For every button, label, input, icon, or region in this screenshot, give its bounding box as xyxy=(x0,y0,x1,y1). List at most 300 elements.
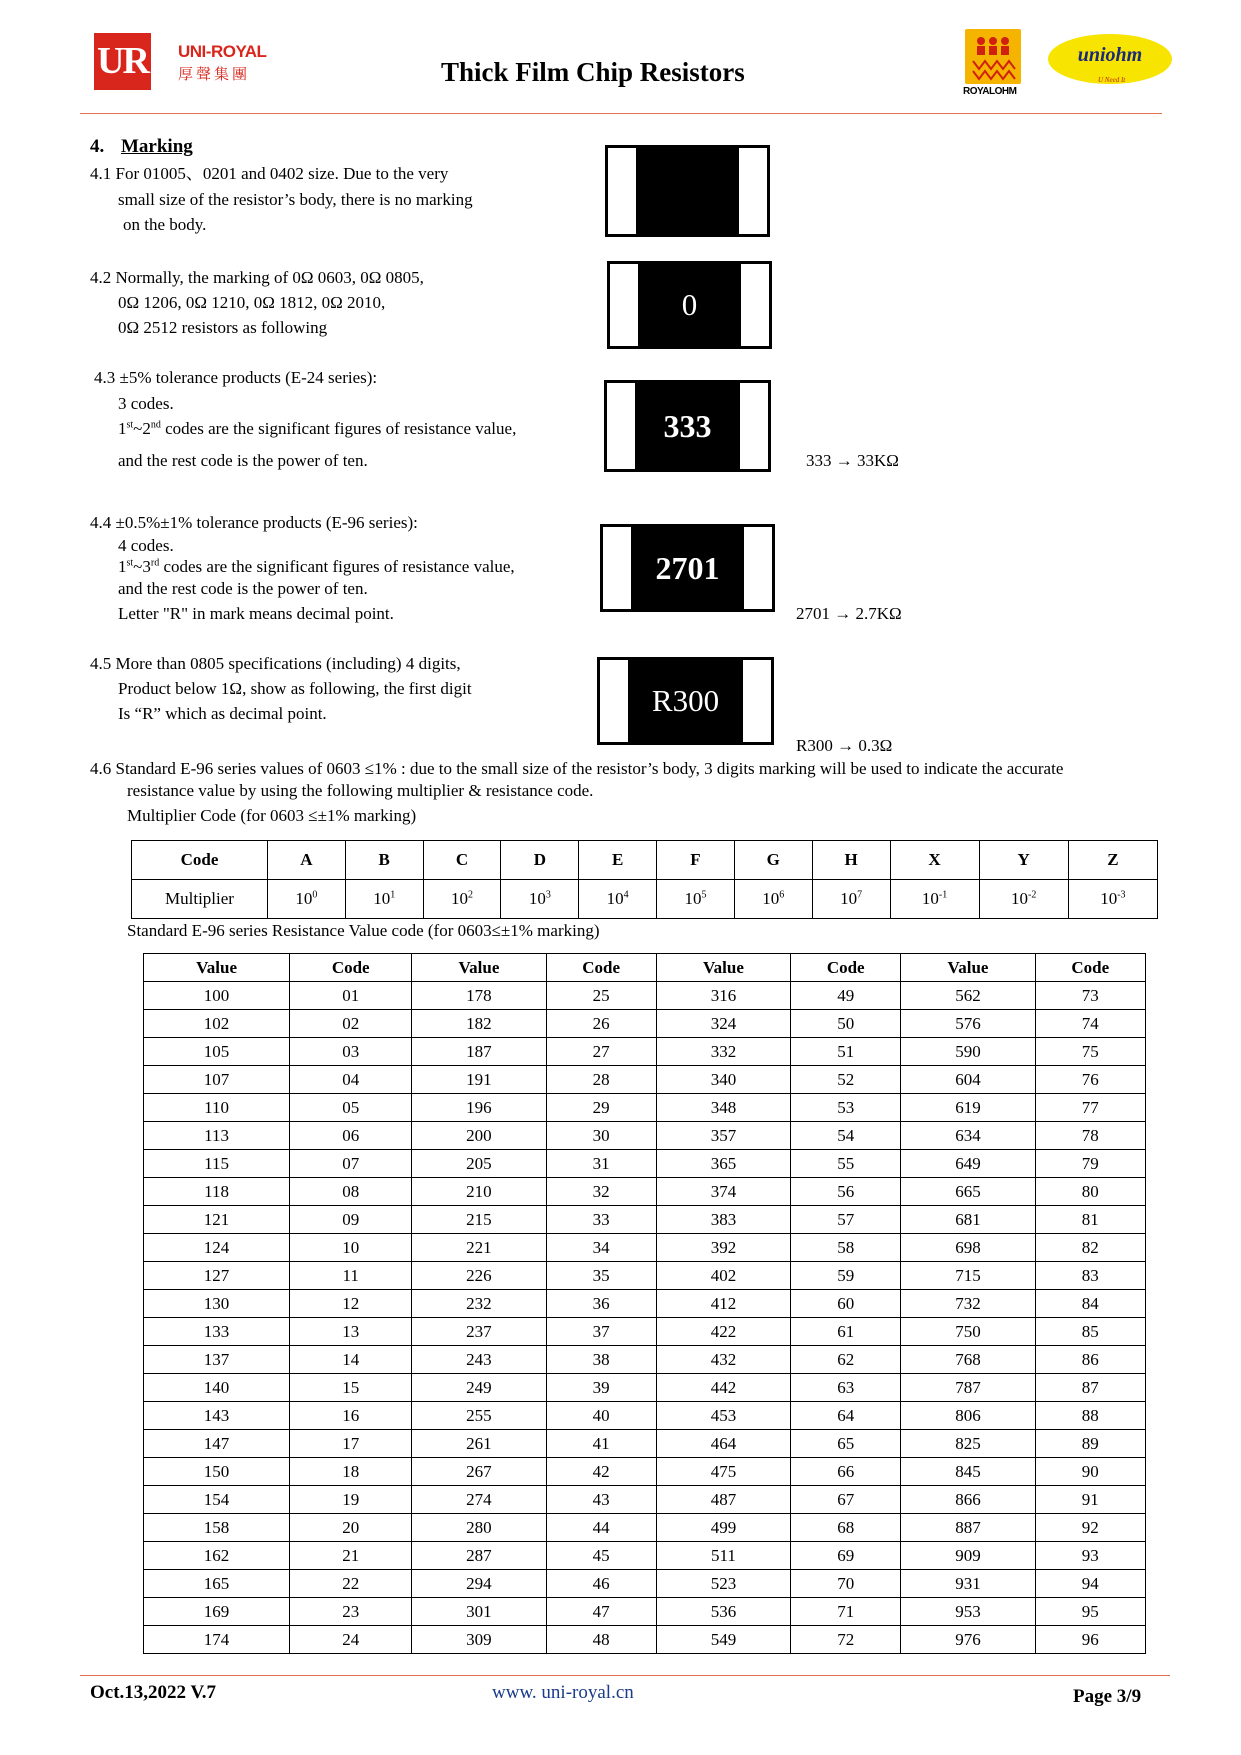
p43-line1: 4.3 ±5% tolerance products (E-24 series): xyxy=(94,368,378,387)
example-2701: 2701 → 2.7KΩ xyxy=(796,604,902,623)
footer-website-link[interactable]: www. uni-royal.cn xyxy=(492,1682,634,1703)
code-cell: 10 xyxy=(290,1234,412,1262)
value-cell: 140 xyxy=(144,1374,290,1402)
table-row xyxy=(144,1318,1146,1346)
p46-line1: 4.6 Standard E-96 series values of 0603 ≤1% : due to the small size of the resistor’s body, 3 digits marking will be used to indicate the accurate xyxy=(90,759,1064,778)
value-cell: 309 xyxy=(412,1626,546,1654)
code-cell: 25 xyxy=(546,982,656,1010)
code-cell: 84 xyxy=(1035,1290,1145,1318)
footer-rule xyxy=(80,1675,1170,1676)
table-row xyxy=(144,1038,1146,1066)
value-cell: 301 xyxy=(412,1598,546,1626)
uniohm-tagline: U Need It xyxy=(1098,76,1126,84)
code-cell: 23 xyxy=(290,1598,412,1626)
p44-line5: Letter "R" in mark means decimal point. xyxy=(118,604,394,623)
value-cell: 825 xyxy=(901,1430,1035,1458)
value-cell: 511 xyxy=(656,1542,790,1570)
value-cell: 105 xyxy=(144,1038,290,1066)
multiplier-cell: $10^{-2}$ xyxy=(979,880,1068,919)
p42-line2: 0Ω 1206, 0Ω 1210, 0Ω 1812, 0Ω 2010, xyxy=(118,293,386,312)
code-cell: 94 xyxy=(1035,1570,1145,1598)
table-row xyxy=(144,1206,1146,1234)
value-cell: 115 xyxy=(144,1150,290,1178)
code-cell: 72 xyxy=(791,1626,901,1654)
value-cell: 124 xyxy=(144,1234,290,1262)
multiplier-value-row xyxy=(132,880,1158,919)
p42-line3: 0Ω 2512 resistors as following xyxy=(118,318,328,337)
value-cell: 768 xyxy=(901,1346,1035,1374)
code-cell: 73 xyxy=(1035,982,1145,1010)
value-cell: 392 xyxy=(656,1234,790,1262)
code-cell: H xyxy=(812,841,890,880)
multiplier-cell: $10^{-1}$ xyxy=(890,880,979,919)
value-cell: 294 xyxy=(412,1570,546,1598)
value-cell: 196 xyxy=(412,1094,546,1122)
value-cell: 909 xyxy=(901,1542,1035,1570)
table-row xyxy=(144,1542,1146,1570)
code-cell: Z xyxy=(1068,841,1157,880)
multiplier-cell: $10^2$ xyxy=(423,880,501,919)
value-table-caption: Standard E-96 series Resistance Value code (for 0603≤±1% marking) xyxy=(127,921,600,940)
example-r300: R300 → 0.3Ω xyxy=(796,736,893,755)
value-cell: 374 xyxy=(656,1178,790,1206)
code-cell: 28 xyxy=(546,1066,656,1094)
code-cell: 05 xyxy=(290,1094,412,1122)
value-cell: 143 xyxy=(144,1402,290,1430)
value-cell: 464 xyxy=(656,1430,790,1458)
p46-line3: Multiplier Code (for 0603 ≤±1% marking) xyxy=(127,806,417,825)
value-column-header: Value xyxy=(144,954,290,982)
value-cell: 165 xyxy=(144,1570,290,1598)
table-row xyxy=(144,1122,1146,1150)
multiplier-cell: $10^1$ xyxy=(345,880,423,919)
code-column-header: Code xyxy=(546,954,656,982)
value-cell: 182 xyxy=(412,1010,546,1038)
value-cell: 866 xyxy=(901,1486,1035,1514)
value-cell: 348 xyxy=(656,1094,790,1122)
value-column-header: Value xyxy=(901,954,1035,982)
code-cell: 46 xyxy=(546,1570,656,1598)
code-cell: 52 xyxy=(791,1066,901,1094)
value-cell: 487 xyxy=(656,1486,790,1514)
value-cell: 178 xyxy=(412,982,546,1010)
code-cell: 15 xyxy=(290,1374,412,1402)
code-cell: 19 xyxy=(290,1486,412,1514)
value-column-header: Value xyxy=(412,954,546,982)
code-cell: 26 xyxy=(546,1010,656,1038)
value-cell: 274 xyxy=(412,1486,546,1514)
ur-logo: UR xyxy=(94,33,151,90)
multiplier-header: Multiplier xyxy=(132,880,268,919)
code-cell: 12 xyxy=(290,1290,412,1318)
value-cell: 249 xyxy=(412,1374,546,1402)
value-cell: 732 xyxy=(901,1290,1035,1318)
p45-line2: Product below 1Ω, show as following, the first digit xyxy=(118,679,472,698)
value-cell: 221 xyxy=(412,1234,546,1262)
code-cell: 48 xyxy=(546,1626,656,1654)
code-cell: 92 xyxy=(1035,1514,1145,1542)
p46-line2: resistance value by using the following multiplier & resistance code. xyxy=(127,781,594,800)
value-cell: 162 xyxy=(144,1542,290,1570)
royalohm-wordmark: ROYALOHM xyxy=(963,86,1017,97)
code-cell: 22 xyxy=(290,1570,412,1598)
multiplier-cell: $10^5$ xyxy=(657,880,735,919)
code-cell: 56 xyxy=(791,1178,901,1206)
value-cell: 619 xyxy=(901,1094,1035,1122)
code-cell: 76 xyxy=(1035,1066,1145,1094)
code-cell: 18 xyxy=(290,1458,412,1486)
value-cell: 576 xyxy=(901,1010,1035,1038)
value-cell: 412 xyxy=(656,1290,790,1318)
value-cell: 715 xyxy=(901,1262,1035,1290)
code-cell: 31 xyxy=(546,1150,656,1178)
code-cell: 62 xyxy=(791,1346,901,1374)
value-cell: 210 xyxy=(412,1178,546,1206)
value-cell: 649 xyxy=(901,1150,1035,1178)
code-cell: C xyxy=(423,841,501,880)
value-cell: 562 xyxy=(901,982,1035,1010)
code-cell: 45 xyxy=(546,1542,656,1570)
table-row xyxy=(144,982,1146,1010)
value-cell: 130 xyxy=(144,1290,290,1318)
p41-line3: on the body. xyxy=(123,215,207,234)
code-cell: 24 xyxy=(290,1626,412,1654)
p41-line2: small size of the resistor’s body, there is no marking xyxy=(118,190,473,209)
code-cell: 40 xyxy=(546,1402,656,1430)
value-cell: 110 xyxy=(144,1094,290,1122)
value-cell: 118 xyxy=(144,1178,290,1206)
code-cell: 54 xyxy=(791,1122,901,1150)
value-table-header-row xyxy=(144,954,1146,982)
table-row xyxy=(144,1290,1146,1318)
value-cell: 357 xyxy=(656,1122,790,1150)
chip-mark-r300: R300 xyxy=(628,660,743,742)
value-cell: 154 xyxy=(144,1486,290,1514)
value-cell: 750 xyxy=(901,1318,1035,1346)
code-cell: 34 xyxy=(546,1234,656,1262)
value-cell: 102 xyxy=(144,1010,290,1038)
code-cell: 85 xyxy=(1035,1318,1145,1346)
multiplier-cell: $10^0$ xyxy=(268,880,346,919)
value-cell: 383 xyxy=(656,1206,790,1234)
multiplier-code-row xyxy=(132,841,1158,880)
chip-333 xyxy=(604,380,771,472)
code-cell: 33 xyxy=(546,1206,656,1234)
value-cell: 499 xyxy=(656,1514,790,1542)
chip-zero-ohm xyxy=(607,261,772,349)
value-cell: 536 xyxy=(656,1598,790,1626)
value-cell: 453 xyxy=(656,1402,790,1430)
p44-line3: 1st~3rd codes are the significant figures of resistance value, xyxy=(118,557,515,576)
value-cell: 187 xyxy=(412,1038,546,1066)
code-cell: 57 xyxy=(791,1206,901,1234)
code-cell: 49 xyxy=(791,982,901,1010)
value-cell: 422 xyxy=(656,1318,790,1346)
table-row xyxy=(144,1066,1146,1094)
code-cell: 44 xyxy=(546,1514,656,1542)
code-cell: 71 xyxy=(791,1598,901,1626)
code-cell: 87 xyxy=(1035,1374,1145,1402)
p42-line1: 4.2 Normally, the marking of 0Ω 0603, 0Ω 0805, xyxy=(90,268,424,287)
value-cell: 681 xyxy=(901,1206,1035,1234)
code-cell: 07 xyxy=(290,1150,412,1178)
value-cell: 280 xyxy=(412,1514,546,1542)
value-cell: 442 xyxy=(656,1374,790,1402)
value-cell: 226 xyxy=(412,1262,546,1290)
code-cell: 38 xyxy=(546,1346,656,1374)
p41-line1: 4.1 For 01005、0201 and 0402 size. Due to the very xyxy=(90,164,449,183)
value-cell: 432 xyxy=(656,1346,790,1374)
code-cell: 58 xyxy=(791,1234,901,1262)
code-cell: 64 xyxy=(791,1402,901,1430)
multiplier-cell: $10^3$ xyxy=(501,880,579,919)
code-cell: 37 xyxy=(546,1318,656,1346)
footer-date: Oct.13,2022 V.7 xyxy=(90,1682,216,1703)
table-row xyxy=(144,1346,1146,1374)
value-cell: 953 xyxy=(901,1598,1035,1626)
code-cell: 42 xyxy=(546,1458,656,1486)
value-cell: 232 xyxy=(412,1290,546,1318)
value-cell: 261 xyxy=(412,1430,546,1458)
multiplier-cell: $10^4$ xyxy=(579,880,657,919)
table-row xyxy=(144,1570,1146,1598)
code-cell: 81 xyxy=(1035,1206,1145,1234)
table-row xyxy=(144,1402,1146,1430)
table-row xyxy=(144,1598,1146,1626)
value-cell: 137 xyxy=(144,1346,290,1374)
code-cell: 66 xyxy=(791,1458,901,1486)
code-cell: 79 xyxy=(1035,1150,1145,1178)
code-cell: X xyxy=(890,841,979,880)
code-cell: 83 xyxy=(1035,1262,1145,1290)
code-cell: 55 xyxy=(791,1150,901,1178)
table-row xyxy=(144,1514,1146,1542)
code-cell: 77 xyxy=(1035,1094,1145,1122)
multiplier-table xyxy=(131,840,1158,919)
value-cell: 402 xyxy=(656,1262,790,1290)
p45-line1: 4.5 More than 0805 specifications (including) 4 digits, xyxy=(90,654,461,673)
value-cell: 107 xyxy=(144,1066,290,1094)
code-header: Code xyxy=(132,841,268,880)
code-cell: 78 xyxy=(1035,1122,1145,1150)
section-number: 4. xyxy=(90,136,105,157)
value-cell: 200 xyxy=(412,1122,546,1150)
code-cell: 27 xyxy=(546,1038,656,1066)
p43-line4: and the rest code is the power of ten. xyxy=(118,451,368,470)
table-row xyxy=(144,1374,1146,1402)
value-cell: 267 xyxy=(412,1458,546,1486)
code-cell: 32 xyxy=(546,1178,656,1206)
value-cell: 634 xyxy=(901,1122,1035,1150)
p44-line4: and the rest code is the power of ten. xyxy=(118,579,368,598)
table-row xyxy=(144,1094,1146,1122)
value-cell: 365 xyxy=(656,1150,790,1178)
value-cell: 332 xyxy=(656,1038,790,1066)
company-name-chinese: 厚聲集團 xyxy=(178,65,251,83)
code-column-header: Code xyxy=(1035,954,1145,982)
value-cell: 113 xyxy=(144,1122,290,1150)
code-cell: A xyxy=(268,841,346,880)
chip-body xyxy=(636,148,739,234)
value-cell: 100 xyxy=(144,982,290,1010)
chip-2701 xyxy=(600,524,775,612)
value-cell: 475 xyxy=(656,1458,790,1486)
code-cell: 80 xyxy=(1035,1178,1145,1206)
code-column-header: Code xyxy=(290,954,412,982)
value-cell: 237 xyxy=(412,1318,546,1346)
code-cell: 63 xyxy=(791,1374,901,1402)
code-cell: 29 xyxy=(546,1094,656,1122)
value-cell: 243 xyxy=(412,1346,546,1374)
code-cell: 51 xyxy=(791,1038,901,1066)
section-title: Marking xyxy=(121,136,193,157)
code-cell: 03 xyxy=(290,1038,412,1066)
value-cell: 845 xyxy=(901,1458,1035,1486)
value-cell: 931 xyxy=(901,1570,1035,1598)
page-title: Thick Film Chip Resistors xyxy=(441,57,745,87)
code-cell: G xyxy=(734,841,812,880)
code-cell: 59 xyxy=(791,1262,901,1290)
table-row xyxy=(144,1150,1146,1178)
code-cell: 47 xyxy=(546,1598,656,1626)
code-cell: 30 xyxy=(546,1122,656,1150)
value-cell: 158 xyxy=(144,1514,290,1542)
code-cell: D xyxy=(501,841,579,880)
code-cell: 39 xyxy=(546,1374,656,1402)
table-row xyxy=(144,1458,1146,1486)
code-cell: 21 xyxy=(290,1542,412,1570)
code-cell: 08 xyxy=(290,1178,412,1206)
value-cell: 150 xyxy=(144,1458,290,1486)
table-row xyxy=(144,1234,1146,1262)
code-cell: 88 xyxy=(1035,1402,1145,1430)
code-cell: 36 xyxy=(546,1290,656,1318)
uniohm-wordmark: uniohm xyxy=(1077,44,1143,66)
code-cell: 50 xyxy=(791,1010,901,1038)
code-cell: 02 xyxy=(290,1010,412,1038)
p44-line2: 4 codes. xyxy=(118,536,174,555)
code-cell: 68 xyxy=(791,1514,901,1542)
code-cell: 65 xyxy=(791,1430,901,1458)
value-cell: 887 xyxy=(901,1514,1035,1542)
code-cell: 61 xyxy=(791,1318,901,1346)
code-column-header: Code xyxy=(791,954,901,982)
code-cell: 43 xyxy=(546,1486,656,1514)
code-cell: E xyxy=(579,841,657,880)
value-cell: 523 xyxy=(656,1570,790,1598)
value-cell: 806 xyxy=(901,1402,1035,1430)
value-cell: 205 xyxy=(412,1150,546,1178)
table-row xyxy=(144,1626,1146,1654)
chip-no-marking xyxy=(605,145,770,237)
value-cell: 976 xyxy=(901,1626,1035,1654)
code-cell: 89 xyxy=(1035,1430,1145,1458)
value-cell: 340 xyxy=(656,1066,790,1094)
company-name: UNI-ROYAL xyxy=(178,42,267,61)
p43-line3: 1st~2nd codes are the significant figures of resistance value, xyxy=(118,419,517,438)
table-row xyxy=(144,1262,1146,1290)
chip-mark-0: 0 xyxy=(638,264,741,346)
code-cell: 14 xyxy=(290,1346,412,1374)
code-cell: 90 xyxy=(1035,1458,1145,1486)
code-cell: 67 xyxy=(791,1486,901,1514)
value-cell: 324 xyxy=(656,1010,790,1038)
value-cell: 174 xyxy=(144,1626,290,1654)
header-rule xyxy=(80,113,1162,114)
code-cell: 91 xyxy=(1035,1486,1145,1514)
code-cell: 01 xyxy=(290,982,412,1010)
code-cell: 16 xyxy=(290,1402,412,1430)
code-cell: 20 xyxy=(290,1514,412,1542)
page-number: Page 3/9 xyxy=(1073,1686,1142,1707)
chip-r300 xyxy=(597,657,774,745)
multiplier-cell: $10^6$ xyxy=(734,880,812,919)
multiplier-cell: $10^{-3}$ xyxy=(1068,880,1157,919)
code-cell: 82 xyxy=(1035,1234,1145,1262)
value-cell: 169 xyxy=(144,1598,290,1626)
value-column-header: Value xyxy=(656,954,790,982)
value-cell: 549 xyxy=(656,1626,790,1654)
p44-line1: 4.4 ±0.5%±1% tolerance products (E-96 series): xyxy=(90,513,418,532)
value-cell: 604 xyxy=(901,1066,1035,1094)
code-cell: Y xyxy=(979,841,1068,880)
code-cell: 04 xyxy=(290,1066,412,1094)
value-cell: 127 xyxy=(144,1262,290,1290)
value-code-table xyxy=(143,953,1146,1654)
table-row xyxy=(144,1178,1146,1206)
code-cell: 75 xyxy=(1035,1038,1145,1066)
code-cell: 41 xyxy=(546,1430,656,1458)
p45-line3: Is “R” which as decimal point. xyxy=(118,704,327,723)
code-cell: 70 xyxy=(791,1570,901,1598)
royalohm-logo xyxy=(965,29,1021,84)
value-cell: 121 xyxy=(144,1206,290,1234)
code-cell: 35 xyxy=(546,1262,656,1290)
code-cell: 11 xyxy=(290,1262,412,1290)
value-cell: 255 xyxy=(412,1402,546,1430)
chip-mark-2701: 2701 xyxy=(631,527,744,609)
value-cell: 787 xyxy=(901,1374,1035,1402)
value-cell: 215 xyxy=(412,1206,546,1234)
code-cell: 86 xyxy=(1035,1346,1145,1374)
code-cell: 17 xyxy=(290,1430,412,1458)
value-cell: 698 xyxy=(901,1234,1035,1262)
multiplier-cell: $10^7$ xyxy=(812,880,890,919)
code-cell: 95 xyxy=(1035,1598,1145,1626)
chip-mark-333: 333 xyxy=(635,383,740,469)
value-cell: 590 xyxy=(901,1038,1035,1066)
code-cell: 06 xyxy=(290,1122,412,1150)
value-cell: 191 xyxy=(412,1066,546,1094)
code-cell: 69 xyxy=(791,1542,901,1570)
p43-line2: 3 codes. xyxy=(118,394,174,413)
value-cell: 316 xyxy=(656,982,790,1010)
example-333: 333 → 33KΩ xyxy=(806,451,899,470)
value-cell: 665 xyxy=(901,1178,1035,1206)
code-cell: 60 xyxy=(791,1290,901,1318)
code-cell: 74 xyxy=(1035,1010,1145,1038)
value-cell: 133 xyxy=(144,1318,290,1346)
code-cell: 96 xyxy=(1035,1626,1145,1654)
code-cell: 93 xyxy=(1035,1542,1145,1570)
table-row xyxy=(144,1010,1146,1038)
code-cell: F xyxy=(657,841,735,880)
table-row xyxy=(144,1486,1146,1514)
code-cell: 13 xyxy=(290,1318,412,1346)
value-cell: 147 xyxy=(144,1430,290,1458)
code-cell: B xyxy=(345,841,423,880)
value-cell: 287 xyxy=(412,1542,546,1570)
